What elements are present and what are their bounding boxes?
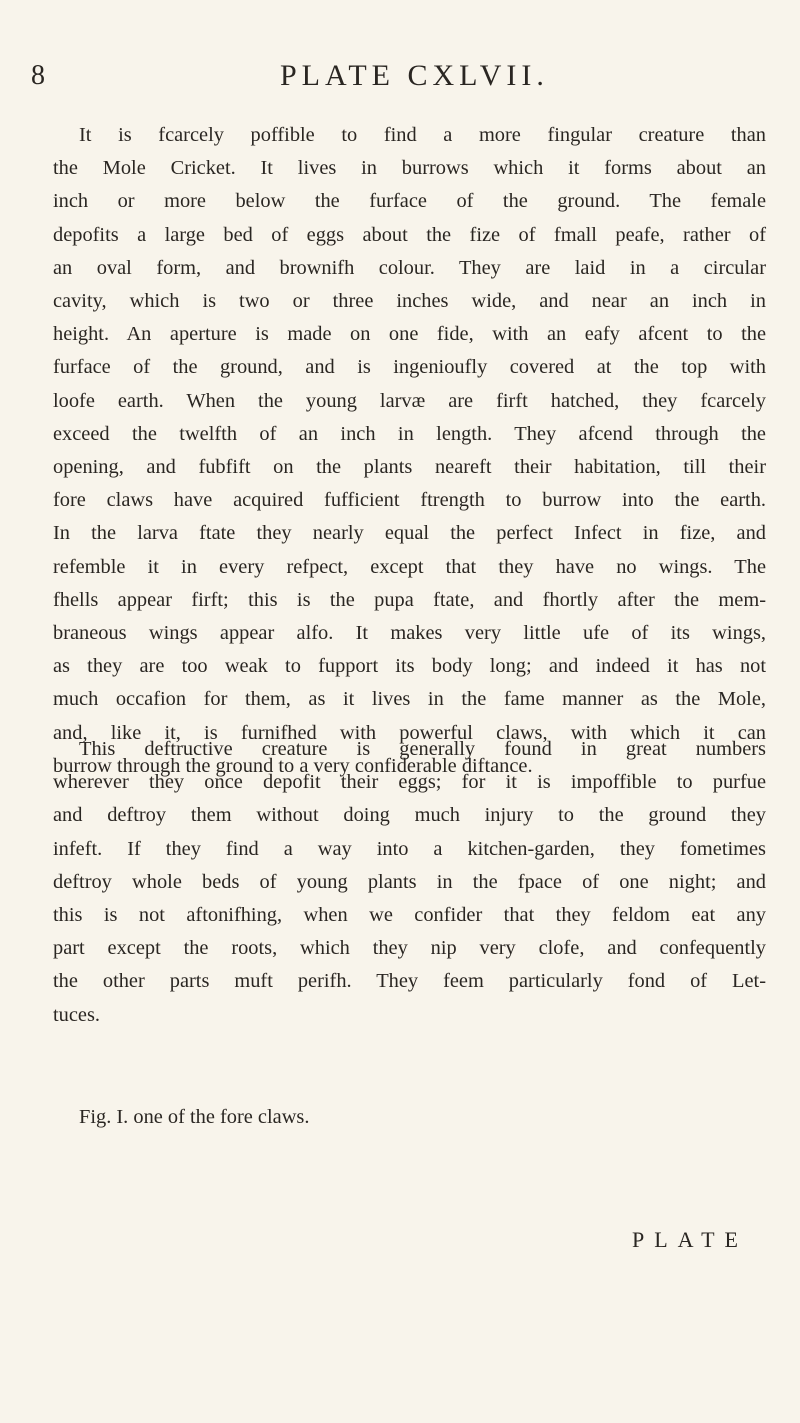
paragraph-1 <box>53 119 766 783</box>
text-line: inch or more below the furface of the ground. The female <box>53 190 766 213</box>
text-line: much occafion for them, as it lives in the fame manner as the Mole, <box>53 688 766 711</box>
text-line: the Mole Cricket. It lives in burrows which it forms about an <box>53 157 766 180</box>
text-line: an oval form, and brownifh colour. They are laid in a circular <box>53 256 766 279</box>
figure-caption: Fig. I. one of the fore claws. <box>79 1106 310 1128</box>
text-line: refemble it in every refpect, except that they have no wings. The <box>53 555 766 578</box>
text-line: as they are too weak to fupport its body long; and indeed it has not <box>53 655 766 678</box>
text-line: In the larva ftate they nearly equal the perfect Infect in fize, and <box>53 522 766 545</box>
text-line: deftroy whole beds of young plants in the fpace of one night; and <box>53 870 766 893</box>
text-line: loofe earth. When the young larvæ are firft hatched, they fcarcely <box>53 389 766 412</box>
text-line: opening, and fubfift on the plants neareft their habitation, till their <box>53 456 766 479</box>
text-line: It is fcarcely poffible to find a more fingular creature than <box>79 124 766 146</box>
paragraph-2 <box>53 733 766 1032</box>
text-line: depofits a large bed of eggs about the fize of fmall peafe, rather of <box>53 223 766 246</box>
text-line: fore claws have acquired fufficient ftrength to burrow into the earth. <box>53 489 766 512</box>
text-line: This deftructive creature is generally found in great numbers <box>79 738 766 760</box>
page-header <box>0 56 800 96</box>
text-line: fhells appear firft; this is the pupa ftate, and fhortly after the mem- <box>53 588 766 611</box>
catchword: PLATE <box>632 1227 748 1252</box>
text-line: wherever they once depofit their eggs; for it is impoffible to purfue <box>53 771 766 794</box>
text-line: height. An aperture is made on one fide, with an eafy afcent to the <box>53 323 766 346</box>
text-line: exceed the twelfth of an inch in length. They afcend through the <box>53 422 766 445</box>
text-line: burrow through the ground to a very confiderable diftance. <box>53 754 533 777</box>
text-line: braneous wings appear alfo. It makes very little ufe of its wings, <box>53 622 766 645</box>
text-line: the other parts muft perifh. They feem particularly fond of Let- <box>53 970 766 993</box>
text-line: cavity, which is two or three inches wide, and near an inch in <box>53 290 766 313</box>
text-line: and, like it, is furnifhed with powerful claws, with which it can <box>53 721 766 744</box>
plate-title: PLATE CXLVII. <box>280 59 549 92</box>
text-line: infeft. If they find a way into a kitchen-garden, they fometimes <box>53 837 766 860</box>
text-line: and deftroy them without doing much injury to the ground they <box>53 804 766 827</box>
text-line: this is not aftonifhing, when we confider that they feldom eat any <box>53 904 766 927</box>
text-line: tuces. <box>53 1003 100 1026</box>
text-line: furface of the ground, and is ingenioufly covered at the top with <box>53 356 766 379</box>
text-line: part except the roots, which they nip very clofe, and confequently <box>53 937 766 960</box>
page-number: 8 <box>31 60 46 91</box>
